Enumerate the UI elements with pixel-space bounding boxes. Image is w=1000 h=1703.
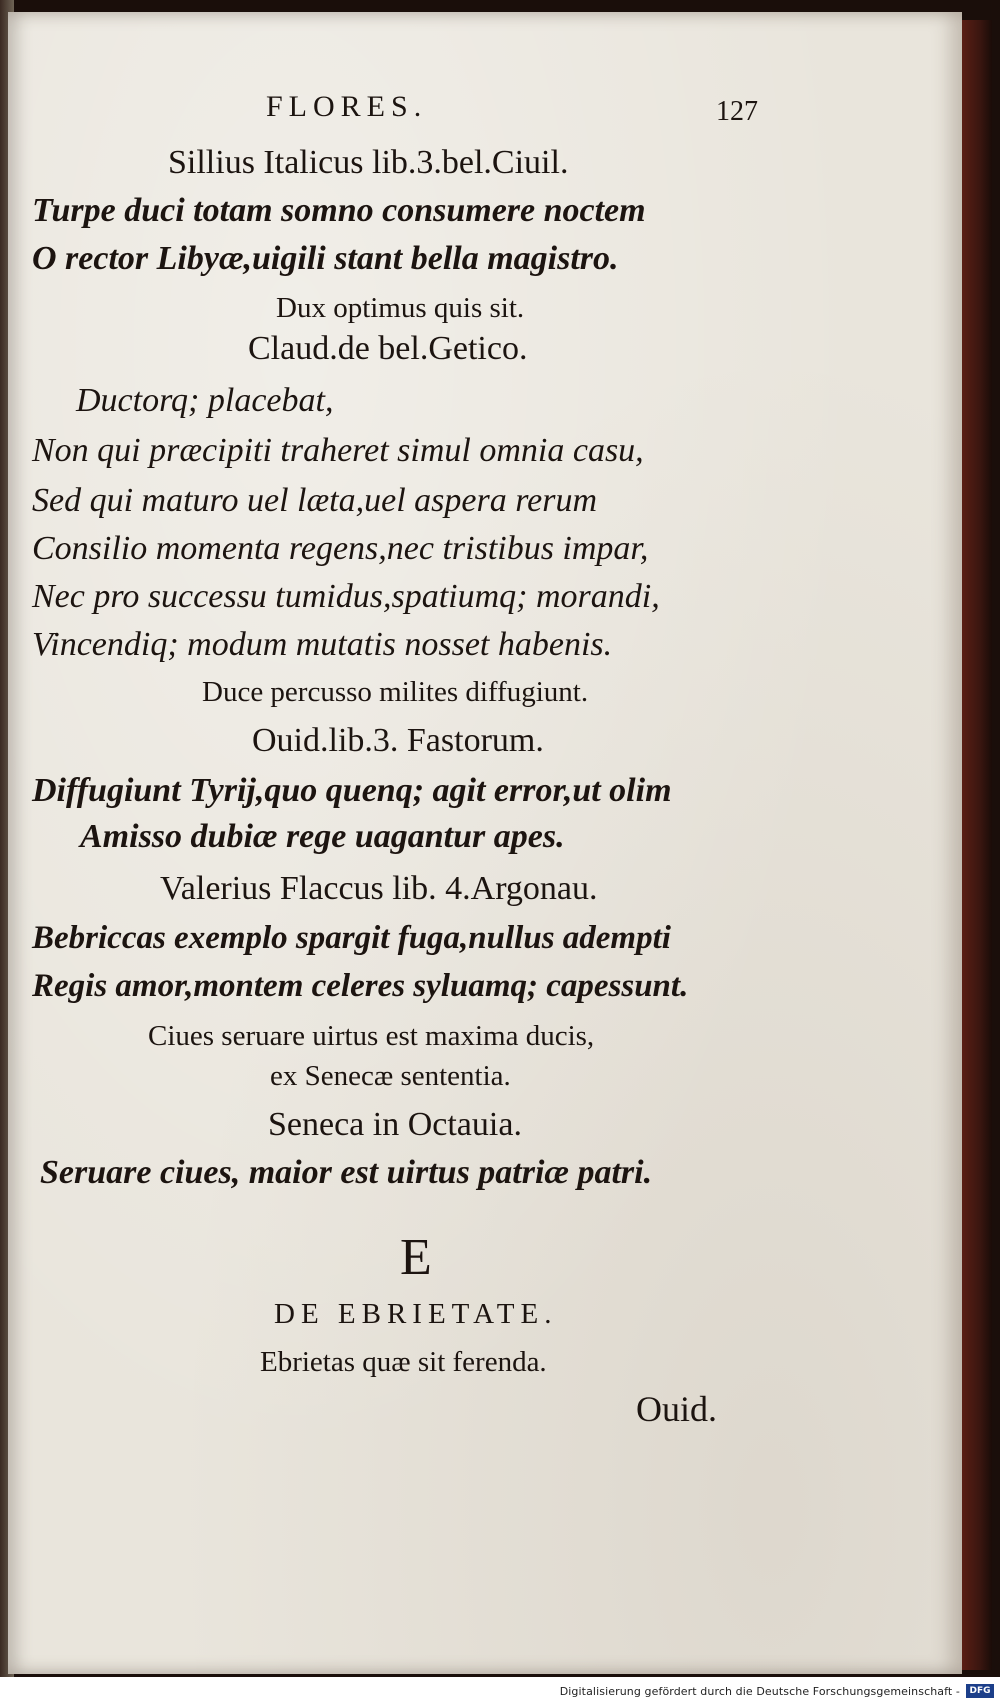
source-citation: Claud.de bel.Getico.	[248, 330, 528, 367]
running-title: FLORES.	[266, 90, 428, 123]
verse-line: Diffugiunt Tyrij,quo quenq; agit error,ut olim	[32, 772, 672, 809]
topic-heading: ex Senecæ sententia.	[270, 1060, 511, 1092]
verse-line: O rector Libyæ,uigili stant bella magistro.	[32, 240, 619, 277]
section-subheading: Ebrietas quæ sit ferenda.	[260, 1346, 547, 1378]
verse-line: Regis amor,montem celeres syluamq; capessunt.	[32, 968, 689, 1004]
section-letter: E	[400, 1229, 432, 1286]
verse-line: Turpe duci totam somno consumere noctem	[32, 192, 646, 229]
verse-line: Non qui præcipiti traheret simul omnia casu,	[32, 432, 644, 469]
page-fore-edge	[962, 20, 992, 1670]
verse-line: Bebriccas exemplo spargit fuga,nullus adempti	[32, 920, 671, 956]
digitization-footer	[0, 1677, 1000, 1703]
page-number: 127	[716, 96, 758, 127]
section-heading: DE EBRIETATE.	[274, 1298, 558, 1330]
book-page	[8, 12, 962, 1674]
source-citation: Ouid.lib.3. Fastorum.	[252, 722, 544, 759]
verse-line: Nec pro successu tumidus,spatiumq; morandi,	[32, 578, 660, 615]
source-citation: Valerius Flaccus lib. 4.Argonau.	[160, 870, 598, 907]
source-citation: Seneca in Octauia.	[268, 1106, 522, 1143]
topic-heading: Ciues seruare uirtus est maxima ducis,	[148, 1020, 595, 1052]
topic-heading: Duce percusso milites diffugiunt.	[202, 676, 589, 708]
dfg-logo: DFG	[966, 1684, 994, 1698]
verse-line: Vincendiq; modum mutatis nosset habenis.	[32, 626, 613, 663]
source-citation: Sillius Italicus lib.3.bel.Ciuil.	[168, 144, 569, 181]
verse-line: Sed qui maturo uel læta,uel aspera rerum	[32, 482, 598, 519]
verse-line: Ductorq; placebat,	[76, 382, 334, 419]
verse-line: Seruare ciues, maior est uirtus patriæ patri.	[40, 1154, 653, 1191]
topic-heading: Dux optimus quis sit.	[276, 292, 525, 324]
verse-line: Amisso dubiæ rege uagantur apes.	[80, 818, 565, 855]
catchword: Ouid.	[636, 1389, 717, 1429]
funding-credit: Digitalisierung gefördert durch die Deutsche Forschungsgemeinschaft -	[559, 1685, 960, 1698]
verse-line: Consilio momenta regens,nec tristibus impar,	[32, 530, 649, 567]
